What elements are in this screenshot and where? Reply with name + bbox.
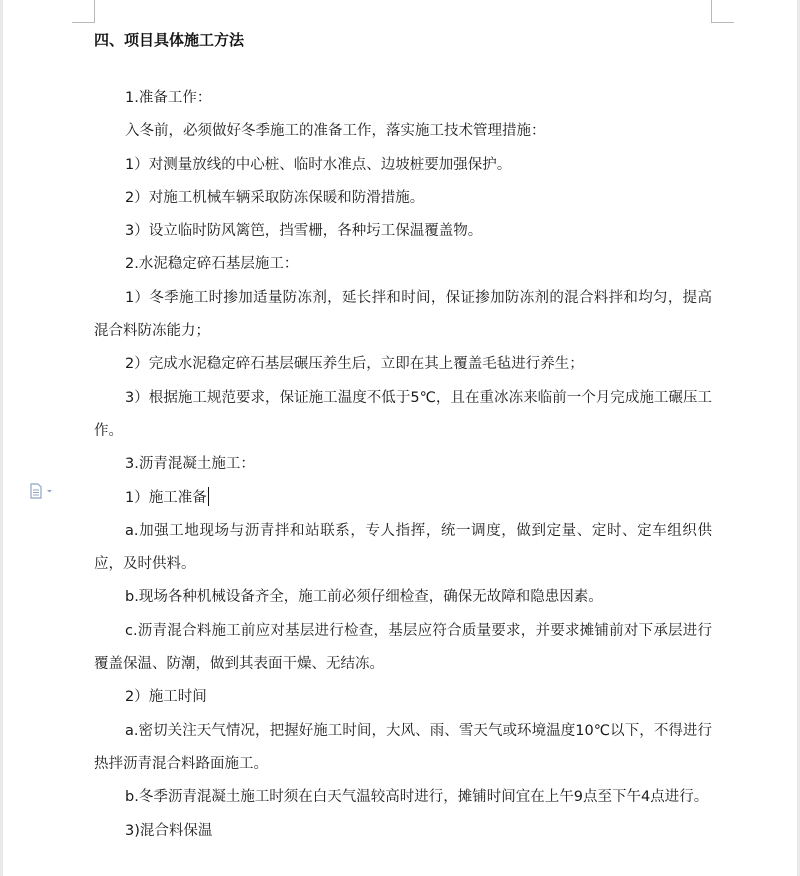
paragraph: b.现场各种机械设备齐全，施工前必须仔细检查，确保无故障和隐患因素。: [125, 589, 603, 606]
margin-corner-marker-left: [72, 0, 95, 23]
paragraph-text: 1）施工准备: [125, 489, 207, 506]
document-options-icon[interactable]: [28, 482, 56, 500]
paragraph: 2）施工时间: [125, 689, 207, 706]
paragraph: 2）完成水泥稳定碎石基层碾压养生后，立即在其上覆盖毛毡进行养生；: [125, 356, 584, 373]
document-page[interactable]: [94, 26, 712, 848]
paragraph: c.沥青混合料施工前应对基层进行检查，基层应符合质量要求，并要求摊铺前对下承层进行覆盖保温、防潮，做到其表面干燥、无结冻。: [94, 622, 712, 673]
paragraph: 1.准备工作：: [125, 90, 212, 106]
chevron-down-icon: [47, 490, 52, 493]
text-cursor: [208, 487, 210, 506]
paragraph: 3）设立临时防风篱笆，挡雪栅，各种圬工保温覆盖物。: [125, 223, 483, 240]
paragraph-with-cursor: [94, 482, 712, 515]
paragraph: 1）冬季施工时掺加适量防冻剂，延长拌和时间，保证掺加防冻剂的混合料拌和均匀，提高混合料防冻能力；: [94, 289, 712, 340]
section-heading: 四、项目具体施工方法: [94, 31, 245, 49]
paragraph: 3）根据施工规范要求，保证施工温度不低于5℃，且在重冰冻来临前一个月完成施工碾压工作。: [94, 389, 712, 439]
margin-corner-marker-right: [711, 0, 734, 23]
paragraph: a.密切关注天气情况，把握好施工时间，大风、雨、雪天气或环境温度10℃以下，不得进行热拌沥青混合料路面施工。: [94, 722, 712, 772]
paragraph: 1）对测量放线的中心桩、临时水准点、边坡桩要加强保护。: [125, 156, 512, 173]
paragraph: b.冬季沥青混凝土施工时须在白天气温较高时进行，摊铺时间宜在上午9点至下午4点进行。: [125, 789, 709, 806]
paragraph: 3)混合料保温: [125, 822, 213, 839]
paragraph: 2）对施工机械车辆采取防冻保暖和防滑措施。: [125, 189, 425, 206]
paragraph: a.加强工地现场与沥青拌和站联系，专人指挥，统一调度，做到定量、定时、定车组织供应，及时供料。: [94, 522, 712, 573]
paragraph: 入冬前，必须做好冬季施工的准备工作，落实施工技术管理措施：: [125, 123, 546, 140]
paragraph: 3.沥青混凝土施工：: [125, 456, 255, 473]
left-edge-divider: [0, 0, 3, 876]
paragraph: 2.水泥稳定碎石基层施工：: [125, 256, 299, 273]
